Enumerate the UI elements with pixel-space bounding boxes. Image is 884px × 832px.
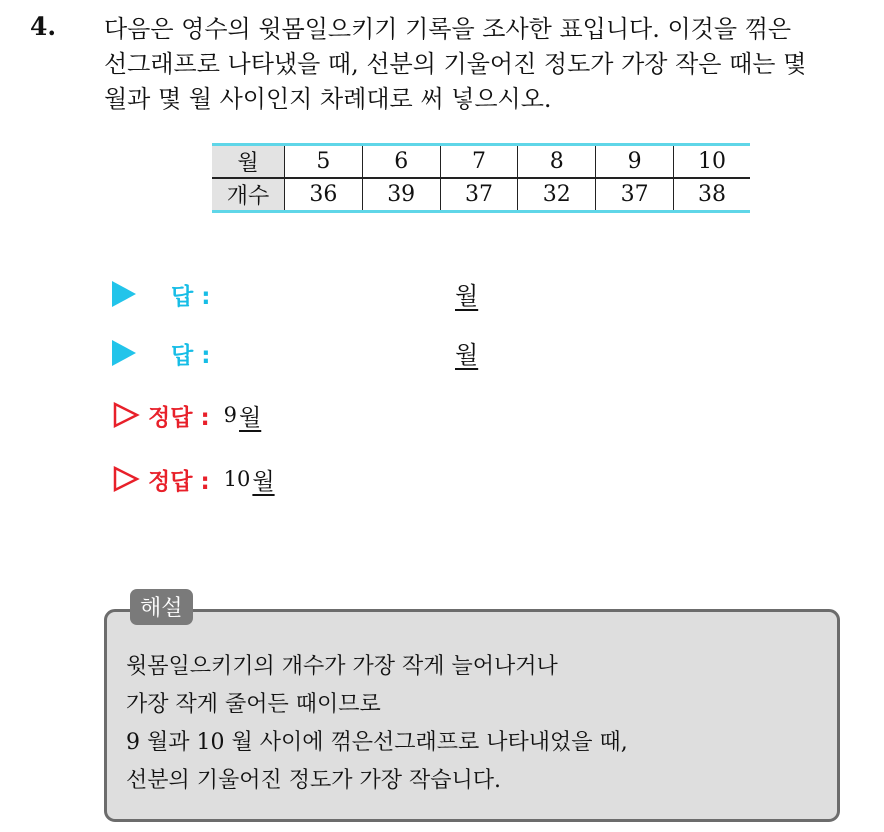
table-cell: 37: [596, 178, 674, 212]
answer-row: [112, 274, 210, 314]
explanation-text: [126, 648, 628, 800]
explanation-line: 윗몸일으키기의 개수가 가장 작게 늘어나거나: [126, 654, 558, 679]
row-header-count: 개수: [212, 178, 285, 212]
correct-answer-label: 정답 :: [148, 404, 210, 431]
question-line: 선그래프로 나타냈을 때, 선분의 기울어진 정도가 가장 작은 때는 몇: [104, 50, 807, 78]
table-cell: 7: [440, 145, 518, 179]
play-triangle-icon: [112, 340, 136, 366]
table-cell: 37: [440, 178, 518, 212]
question-line: 다음은 영수의 윗몸일으키기 기록을 조사한 표입니다. 이것을 꺾은: [104, 15, 791, 43]
table-cell: 10: [673, 145, 750, 179]
table-cell: 32: [518, 178, 596, 212]
explanation-line: 선분의 기울어진 정도가 가장 작습니다.: [126, 768, 501, 793]
correct-answer-unit: 월: [252, 468, 275, 495]
explanation-line: 9 월과 10 월 사이에 꺾은선그래프로 나타내었을 때,: [126, 730, 628, 755]
correct-answer-row: [112, 459, 275, 499]
table-cell: 38: [673, 178, 750, 212]
outline-triangle-icon: [112, 401, 140, 429]
table-row-counts: [212, 178, 750, 212]
table-row-months: [212, 145, 750, 179]
correct-answer-unit: 월: [239, 404, 262, 431]
explanation-tag: 해설: [130, 589, 193, 625]
row-header-month: 월: [212, 145, 285, 179]
answer-unit[interactable]: 월: [455, 282, 479, 310]
correct-answer-label: 정답 :: [148, 468, 210, 495]
table-cell: 6: [362, 145, 440, 179]
outline-triangle-icon: [112, 465, 140, 493]
question-text: [104, 12, 874, 117]
correct-answer-row: [112, 395, 261, 435]
answer-label: 답 :: [171, 342, 211, 369]
explanation-line: 가장 작게 줄어든 때이므로: [126, 692, 381, 717]
answer-label: 답 :: [171, 283, 211, 310]
answer-row: [112, 333, 210, 373]
table-cell: 36: [285, 178, 363, 212]
table-cell: 8: [518, 145, 596, 179]
play-triangle-icon: [112, 281, 136, 307]
table-cell: 9: [596, 145, 674, 179]
question-number: 4.: [30, 12, 57, 41]
correct-answer-value: 10: [223, 467, 251, 491]
table-cell: 5: [285, 145, 363, 179]
answer-unit[interactable]: 월: [455, 341, 479, 369]
question-line: 월과 몇 월 사이인지 차례대로 써 넣으시오.: [104, 85, 552, 113]
table-cell: 39: [362, 178, 440, 212]
record-table: [212, 143, 750, 213]
correct-answer-value: 9: [223, 403, 238, 427]
